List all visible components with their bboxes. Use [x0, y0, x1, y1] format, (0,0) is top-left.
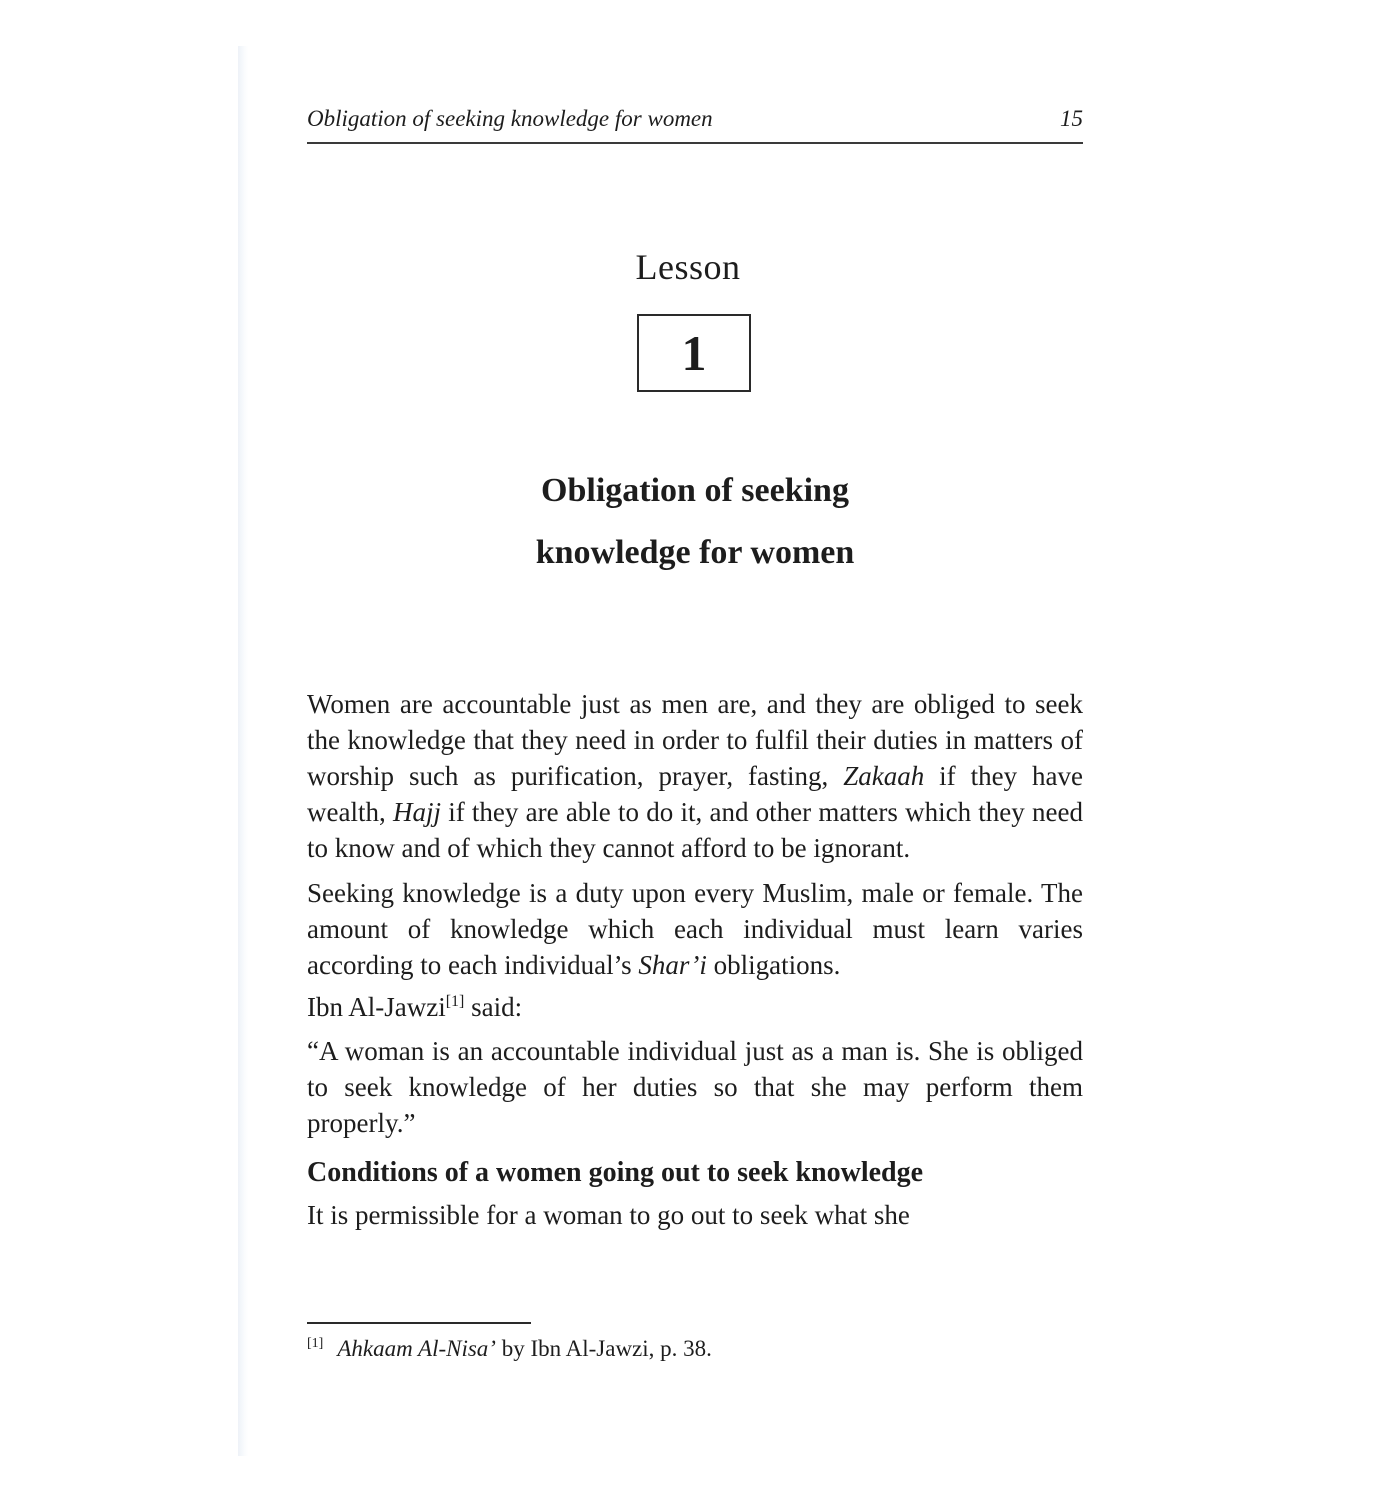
footnote-reference[interactable]: [1] [445, 993, 465, 1010]
paragraph-3: It is permissible for a woman to go out to seek what she [307, 1200, 910, 1230]
footnote-title: Ahkaam Al-Nisa’ [337, 1336, 496, 1361]
lesson-label: Lesson [635, 247, 741, 287]
paragraph-1-text: if they have wealth, [307, 761, 1083, 827]
body-text [307, 686, 1083, 1242]
footnote-text: by Ibn Al-Jawzi, p. 38. [495, 1336, 712, 1361]
term-shari: Shar’i [638, 950, 707, 980]
lesson-number-box [637, 314, 751, 392]
paragraph-2 [307, 875, 1083, 983]
chapter-title-line-1: Obligation of seeking [541, 472, 849, 509]
section-subheading: Conditions of a women going out to seek knowledge [307, 1157, 924, 1188]
footnote [307, 1336, 1083, 1362]
term-zakaah: Zakaah [843, 761, 925, 791]
attribution-name: Ibn Al-Jawzi [307, 992, 446, 1022]
paragraph-1 [307, 686, 1083, 866]
paragraph-2-text: obligations. [706, 950, 841, 980]
chapter-title-line-2: knowledge for women [535, 534, 855, 571]
chapter-title [0, 460, 1376, 584]
footnote-divider [307, 1322, 531, 1324]
paragraph-2-text: Seeking knowledge is a duty upon every Muslim, male or female. The amount of knowledge which each individual must learn varies according to each individual’s [307, 878, 1083, 980]
attribution-verb: said: [464, 992, 523, 1022]
page-number: 15 [1060, 106, 1083, 131]
attribution [307, 989, 1083, 1025]
running-header [307, 100, 1083, 144]
quote: “A woman is an accountable individual just as a man is. She is obliged to seek knowledge of her duties so that she may perform them properly.” [307, 1036, 1083, 1138]
lesson-number: 1 [681, 325, 707, 381]
running-title: Obligation of seeking knowledge for women [307, 106, 713, 131]
term-hajj: Hajj [392, 797, 441, 827]
paragraph-1-text: if they are able to do it, and other matters which they need to know and of which they cannot afford to be ignorant. [307, 797, 1083, 863]
footnote-marker: [1] [307, 1336, 324, 1352]
paragraph-1-text: Women are accountable just as men are, and they are obliged to seek the knowledge that they need in order to fulfil their duties in matters of worship such as purification, prayer, fasting, [307, 689, 1083, 791]
